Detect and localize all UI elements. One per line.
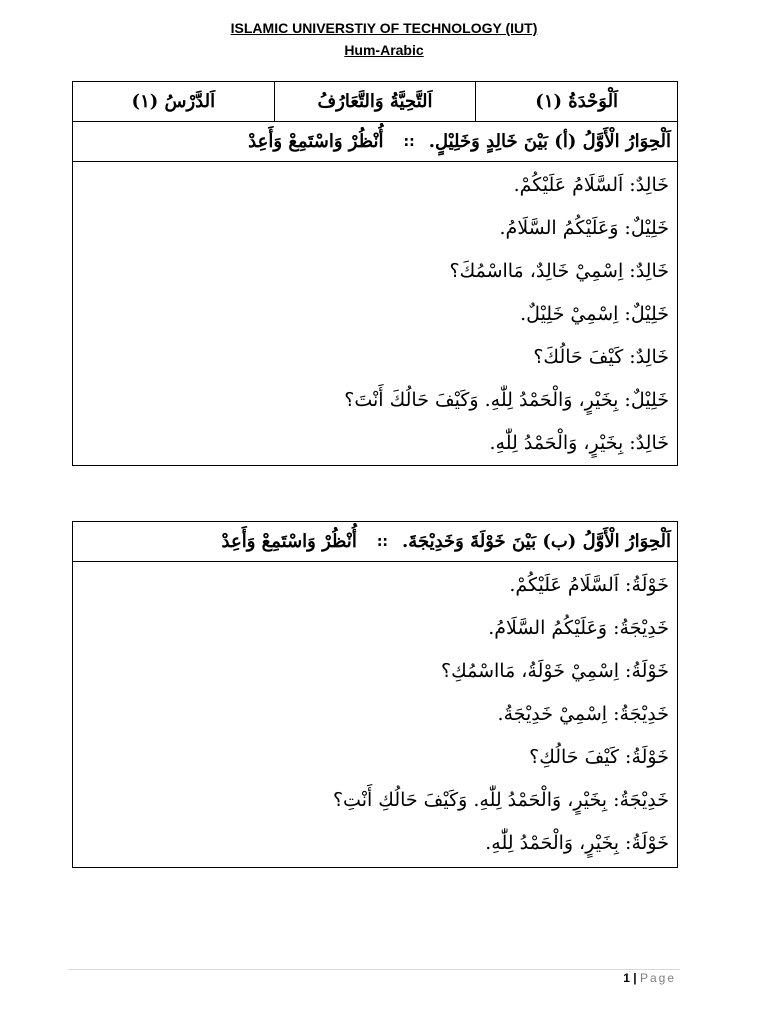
page-footer [623, 971, 676, 985]
dialogue-line: خَوْلَةُ: اَلسَّلَامُ عَلَيْكُمْ. [509, 574, 669, 596]
dialogue-line: خَوْلَةُ: بِخَيْرٍ، وَالْحَمْدُ لِلّٰهِ. [485, 832, 669, 854]
page-label: Page [639, 971, 676, 985]
dialogue-line: خَالِدٌ: بِخَيْرٍ، وَالْحَمْدُ لِلّٰهِ. [489, 432, 669, 454]
dialogue-a-title: اَلْحِوَارُ الْأَوَّلُ (أ) بَيْنَ خَالِدٍ وَخَلِيْلٍ. [428, 131, 671, 152]
dialogue-line: خَدِيْجَةُ: بِخَيْرٍ، وَالْحَمْدُ لِلّٰهِ. وَكَيْفَ حَالُكِ أَنْتِ؟ [332, 789, 669, 811]
unit-header-row [73, 82, 677, 122]
dialogue-line: خَلِيْلٌ: بِخَيْرٍ، وَالْحَمْدُ لِلّٰهِ. وَكَيْفَ حَالُكَ أَنْتَ؟ [344, 389, 669, 411]
dialogue-line: خَدِيْجَةُ: وَعَلَيْكُمُ السَّلَامُ. [488, 617, 669, 639]
dialogue-a-separator: :: [403, 133, 415, 150]
dialogue-a-box [72, 81, 678, 466]
dialogue-b-separator: :: [376, 533, 389, 550]
course-title: Hum-Arabic [344, 42, 424, 58]
dialogue-b-instruction: أُنْظُرْ وَاسْتَمِعْ وَأَعِدْ [221, 531, 357, 552]
dialogue-b-title-row [73, 522, 677, 562]
footer-divider [68, 969, 680, 970]
page-number: 1 [623, 971, 630, 985]
dialogue-line: خَالِدٌ: اِسْمِيْ خَالِدٌ، مَااسْمُكَ؟ [449, 260, 669, 282]
dialogue-line: خَلِيْلٌ: اِسْمِيْ خَلِيْلٌ. [520, 303, 669, 325]
dialogue-b-title: اَلْحِوَارُ الْأَوَّلُ (ب) بَيْنَ خَوْلَةَ وَخَدِيْجَةَ. [402, 531, 671, 552]
dialogue-a-title-row [73, 122, 677, 162]
dialogue-line: خَوْلَةُ: كَيْفَ حَالُكِ؟ [529, 746, 669, 768]
unit-cell: اَلْوَحْدَةُ (١) [535, 91, 619, 112]
dialogue-line: خَالِدٌ: كَيْفَ حَالُكَ؟ [533, 346, 669, 368]
topic-cell: اَلتَّحِيَّةُ وَالتَّعَارُفُ [275, 82, 477, 121]
dialogue-a-lines [73, 162, 677, 471]
dialogue-line: خَوْلَةُ: اِسْمِيْ خَوْلَةُ، مَااسْمُكِ؟ [441, 660, 669, 682]
footer-bar: | [633, 971, 637, 985]
lesson-cell: اَلدَّرْسُ (١) [73, 82, 275, 121]
dialogue-line: خَالِدٌ: اَلسَّلَامُ عَلَيْكُمْ. [513, 174, 669, 196]
dialogue-b-lines [73, 562, 677, 871]
dialogue-line: خَدِيْجَةُ: اِسْمِيْ خَدِيْجَةُ. [497, 703, 669, 725]
dialogue-b-box [72, 521, 678, 868]
institution-title: ISLAMIC UNIVERSTIY OF TECHNOLOGY (IUT) [230, 20, 538, 36]
dialogue-line: خَلِيْلٌ: وَعَلَيْكُمُ السَّلَامُ. [499, 217, 669, 239]
dialogue-a-instruction: أُنْظُرْ وَاسْتَمِعْ وَأَعِدْ [248, 131, 384, 152]
